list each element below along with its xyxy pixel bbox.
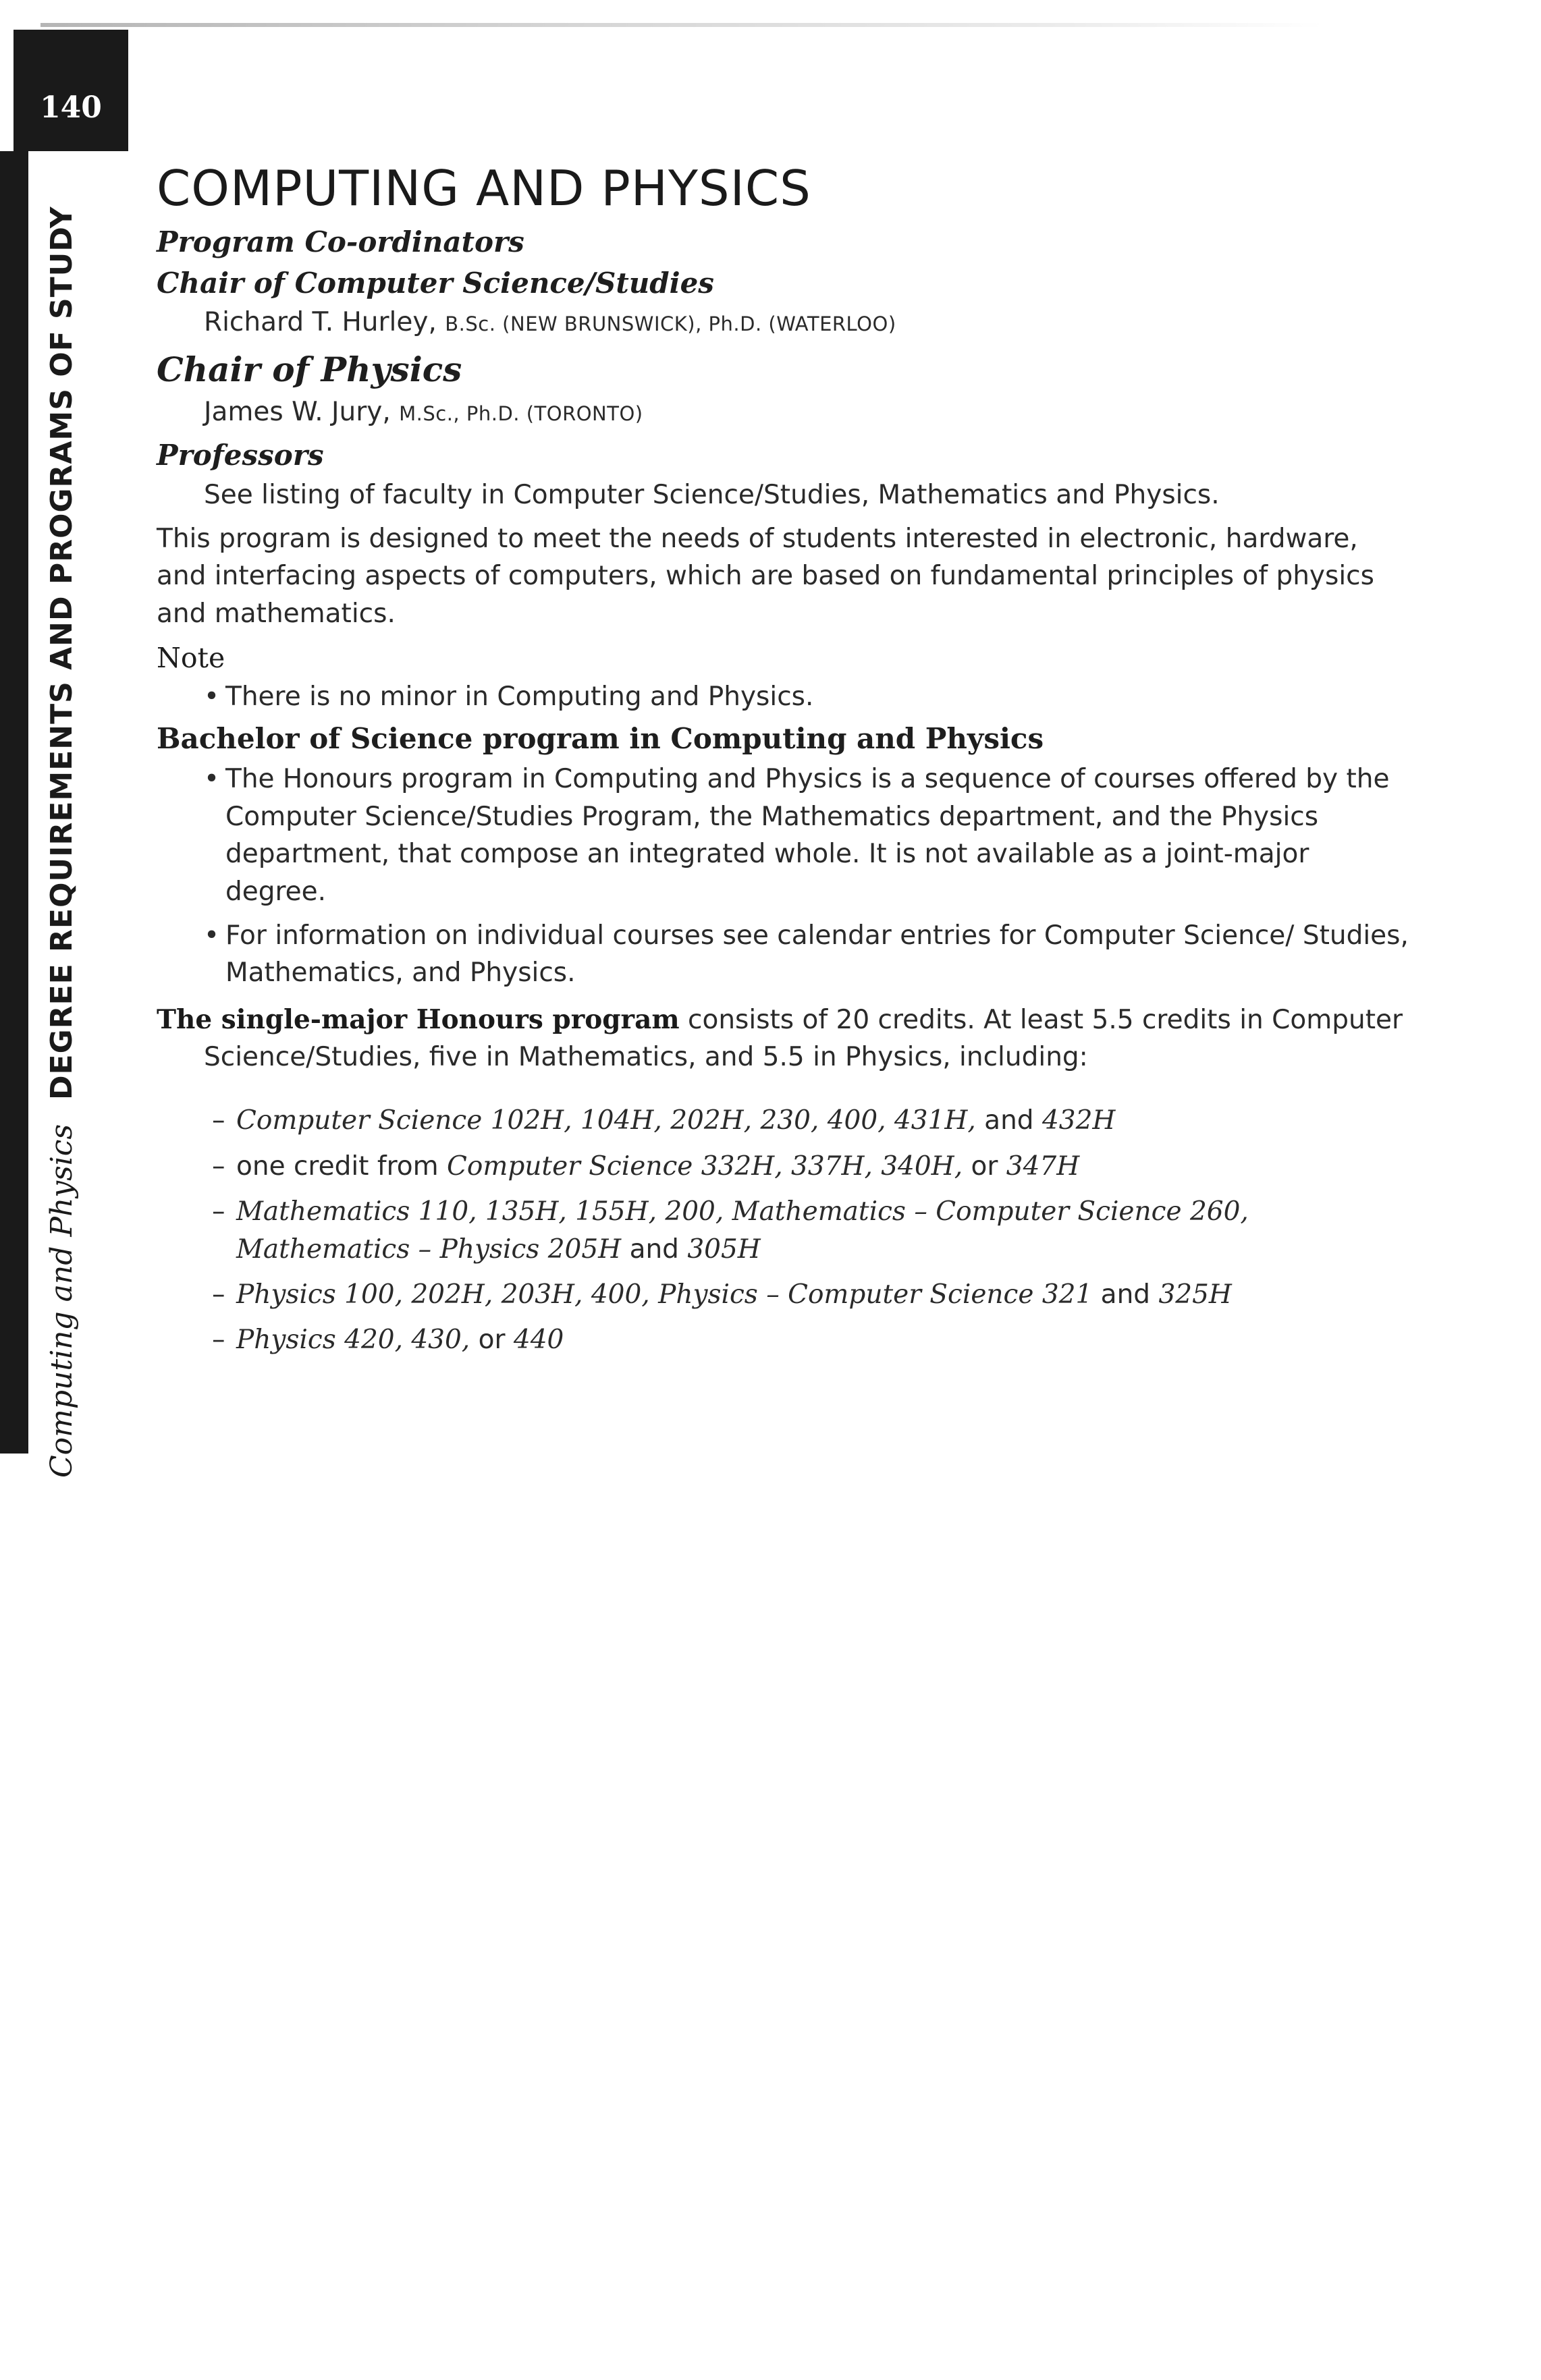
running-head bbox=[45, 155, 79, 1478]
requirement-courses: Physics 100, 202H, 203H, 400, Physics – Computer Science 321 bbox=[236, 1279, 1093, 1310]
requirements-list bbox=[157, 1102, 1412, 1358]
physics-chair-credentials: M.Sc., Ph.D. (TORONTO) bbox=[399, 402, 643, 426]
requirement-courses: Mathematics 110, 135H, 155H, 200, Mathematics – Computer Science 260, Mathematics – Physics 205H bbox=[236, 1196, 1249, 1265]
professors-text: See listing of faculty in Computer Science/Studies, Mathematics and Physics. bbox=[204, 479, 1220, 510]
cs-chair-heading: Chair of Computer Science/Studies bbox=[157, 267, 714, 300]
requirement-connector: one credit from bbox=[236, 1151, 448, 1182]
bsc-item-text: The Honours program in Computing and Physics is a sequence of courses offered by the Computer Science/Studies Program, the Mathematics department, and the Physics department, that compose an integrated whole. It is not available as a joint-major degree. bbox=[225, 764, 1390, 907]
requirement-connector: or bbox=[963, 1151, 1006, 1182]
dash-icon: – bbox=[212, 1196, 225, 1227]
cs-chair-person bbox=[204, 304, 1412, 341]
requirement-courses: 432H bbox=[1042, 1105, 1116, 1136]
requirement-item bbox=[157, 1321, 1412, 1358]
requirement-courses: 305H bbox=[687, 1234, 761, 1265]
physics-chair-person bbox=[204, 394, 1412, 431]
section-bar bbox=[0, 151, 28, 1454]
honours-paragraph bbox=[157, 1001, 1412, 1076]
dash-icon: – bbox=[212, 1325, 225, 1356]
scan-edge-line bbox=[40, 23, 1323, 27]
requirement-courses: Physics 420, 430, bbox=[236, 1325, 470, 1356]
bsc-list bbox=[157, 760, 1412, 991]
list-item bbox=[157, 678, 1412, 715]
running-head-subject: Computing and Physics bbox=[45, 1124, 79, 1478]
coordinators-heading: Program Co-ordinators bbox=[157, 225, 524, 259]
requirement-courses: 347H bbox=[1006, 1151, 1080, 1182]
list-item bbox=[157, 917, 1412, 992]
requirement-item bbox=[157, 1276, 1412, 1313]
page-title: COMPUTING AND PHYSICS bbox=[157, 160, 811, 217]
requirement-courses: Computer Science 102H, 104H, 202H, 230, 400, 431H, bbox=[236, 1105, 976, 1136]
dash-icon: – bbox=[212, 1279, 225, 1310]
cs-chair-name: Richard T. Hurley, bbox=[204, 306, 437, 337]
requirement-courses: 325H bbox=[1158, 1279, 1232, 1310]
honours-lead: The single-major Honours program bbox=[157, 1003, 680, 1035]
bsc-item-text: For information on individual courses see calendar entries for Computer Science/ Studies, Mathematics, and Physics. bbox=[225, 920, 1409, 989]
dash-icon: – bbox=[212, 1105, 225, 1136]
physics-chair-heading: Chair of Physics bbox=[157, 349, 462, 389]
professors-heading: Professors bbox=[157, 438, 324, 472]
requirement-connector: and bbox=[621, 1234, 688, 1265]
honours-text: consists of 20 credits. At least 5.5 credits in Computer Science/Studies, five in Mathematics, and 5.5 in Physics, including: bbox=[204, 1004, 1403, 1073]
dash-icon: – bbox=[212, 1151, 225, 1182]
bullet-icon: • bbox=[204, 682, 220, 713]
list-item bbox=[157, 760, 1412, 910]
intro-paragraph: This program is designed to meet the needs of students interested in electronic, hardware, and interfacing aspects of computers, which are based on fundamental principles of physics and mathematics. bbox=[157, 523, 1374, 629]
bullet-icon: • bbox=[204, 920, 220, 951]
page-content bbox=[157, 162, 1412, 1367]
requirement-item bbox=[157, 1193, 1412, 1268]
bullet-icon: • bbox=[204, 764, 220, 795]
physics-chair-name: James W. Jury, bbox=[204, 397, 391, 428]
requirement-connector: and bbox=[1092, 1279, 1159, 1310]
note-list bbox=[157, 678, 1412, 715]
note-item-text: There is no minor in Computing and Physics. bbox=[225, 682, 814, 713]
page-number: 140 bbox=[13, 30, 128, 151]
requirement-item bbox=[157, 1102, 1412, 1139]
requirement-item bbox=[157, 1148, 1412, 1185]
requirement-courses: Computer Science 332H, 337H, 340H, bbox=[447, 1151, 963, 1182]
cs-chair-credentials: B.Sc. (NEW BRUNSWICK), Ph.D. (WATERLOO) bbox=[445, 312, 896, 335]
bsc-heading: Bachelor of Science program in Computing and Physics bbox=[157, 722, 1044, 756]
requirement-connector: and bbox=[975, 1105, 1042, 1136]
requirement-courses: 440 bbox=[513, 1325, 564, 1356]
note-heading: Note bbox=[157, 642, 225, 675]
running-head-section: DEGREE REQUIREMENTS AND PROGRAMS OF STUDY bbox=[45, 206, 79, 1100]
requirement-connector: or bbox=[470, 1325, 514, 1356]
